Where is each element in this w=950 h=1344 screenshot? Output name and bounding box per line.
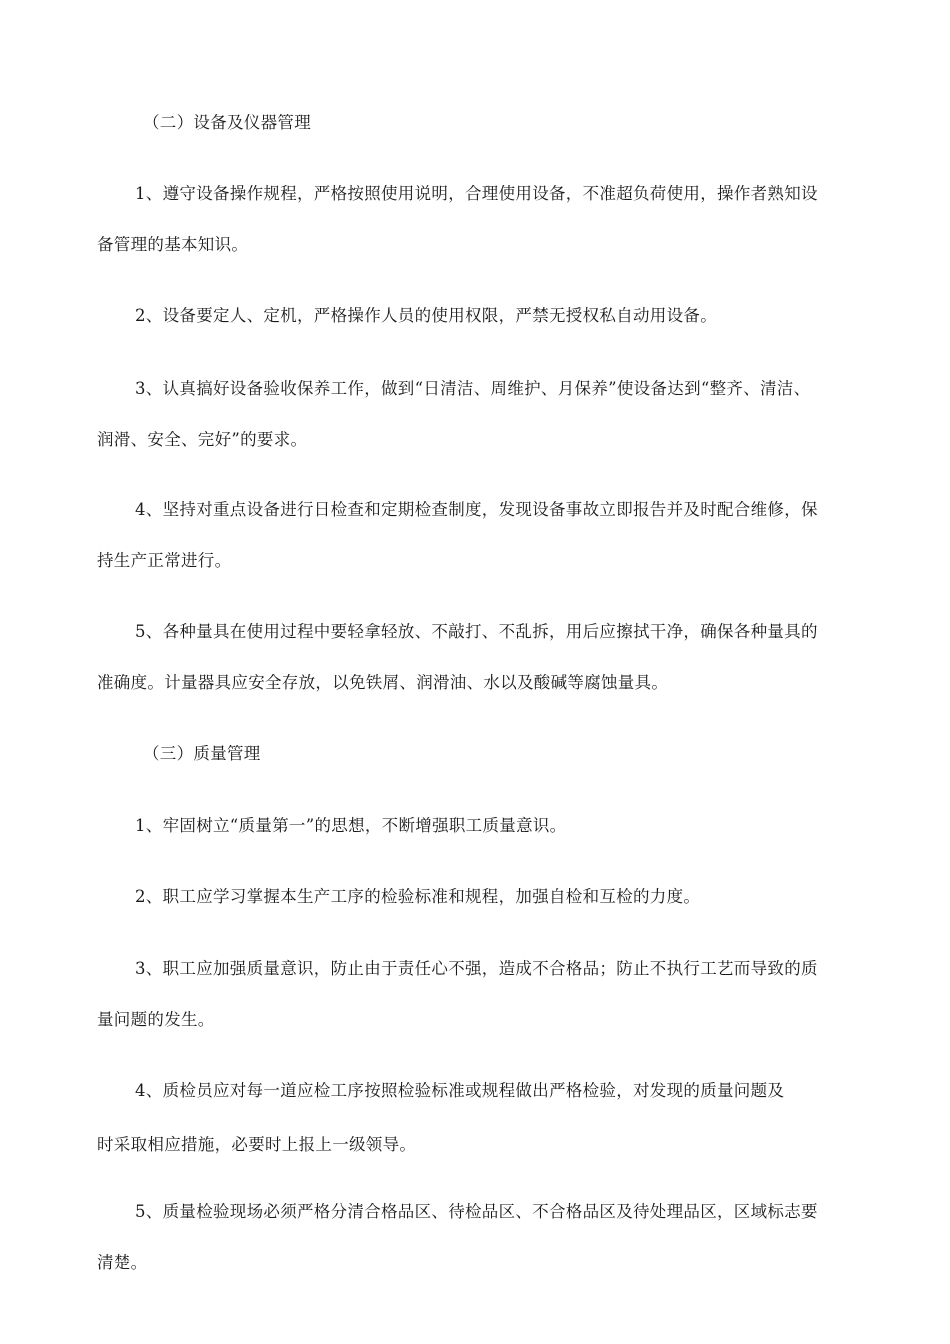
section-2-item-5-line-2: 准确度。计量器具应安全存放，以免铁屑、润滑油、水以及酸碱等腐蚀量具。 <box>97 673 669 692</box>
section-2-item-4-line-1: 4、坚持对重点设备进行日检查和定期检查制度，发现设备事故立即报告并及时配合维修，保 <box>135 500 818 519</box>
section-2-item-3-line-2: 润滑、安全、完好”的要求。 <box>97 430 308 449</box>
section-3-item-4-line-1: 4、质检员应对每一道应检工序按照检验标准或规程做出严格检验，对发现的质量问题及 <box>135 1081 785 1100</box>
section-2-item-2-line-1: 2、设备要定人、定机，严格操作人员的使用权限，严禁无授权私自动用设备。 <box>135 306 717 325</box>
section-3-item-3-line-1: 3、职工应加强质量意识，防止由于责任心不强，造成不合格品；防止不执行工艺而导致的质 <box>135 959 818 978</box>
section-3-item-4-line-2: 时采取相应措施，必要时上报上一级领导。 <box>97 1135 417 1154</box>
section-3-item-3-line-2: 量问题的发生。 <box>97 1010 215 1029</box>
section-2-item-4-line-2: 持生产正常进行。 <box>97 551 232 570</box>
section-2-item-5-line-1: 5、各种量具在使用过程中要轻拿轻放、不敲打、不乱拆，用后应擦拭干净，确保各种量具的 <box>135 622 818 641</box>
section-2-item-1-line-2: 备管理的基本知识。 <box>97 235 249 254</box>
section-2-heading: （二）设备及仪器管理 <box>143 113 311 132</box>
section-2-item-3-line-1: 3、认真搞好设备验收保养工作，做到“日清洁、周维护、月保养”使设备达到“整齐、清洁、 <box>135 379 811 398</box>
section-3-heading: （三）质量管理 <box>143 744 261 763</box>
section-3-item-2-line-1: 2、职工应学习掌握本生产工序的检验标准和规程，加强自检和互检的力度。 <box>135 887 701 906</box>
section-3-item-5-line-1: 5、质量检验现场必须严格分清合格品区、待检品区、不合格品区及待处理品区，区域标志要 <box>135 1202 818 1221</box>
section-2-item-1-line-1: 1、遵守设备操作规程，严格按照使用说明，合理使用设备，不准超负荷使用，操作者熟知设 <box>135 184 818 203</box>
section-3-item-1-line-1: 1、牢固树立“质量第一”的思想，不断增强职工质量意识。 <box>135 816 567 835</box>
section-3-item-5-line-2: 清楚。 <box>97 1253 148 1272</box>
